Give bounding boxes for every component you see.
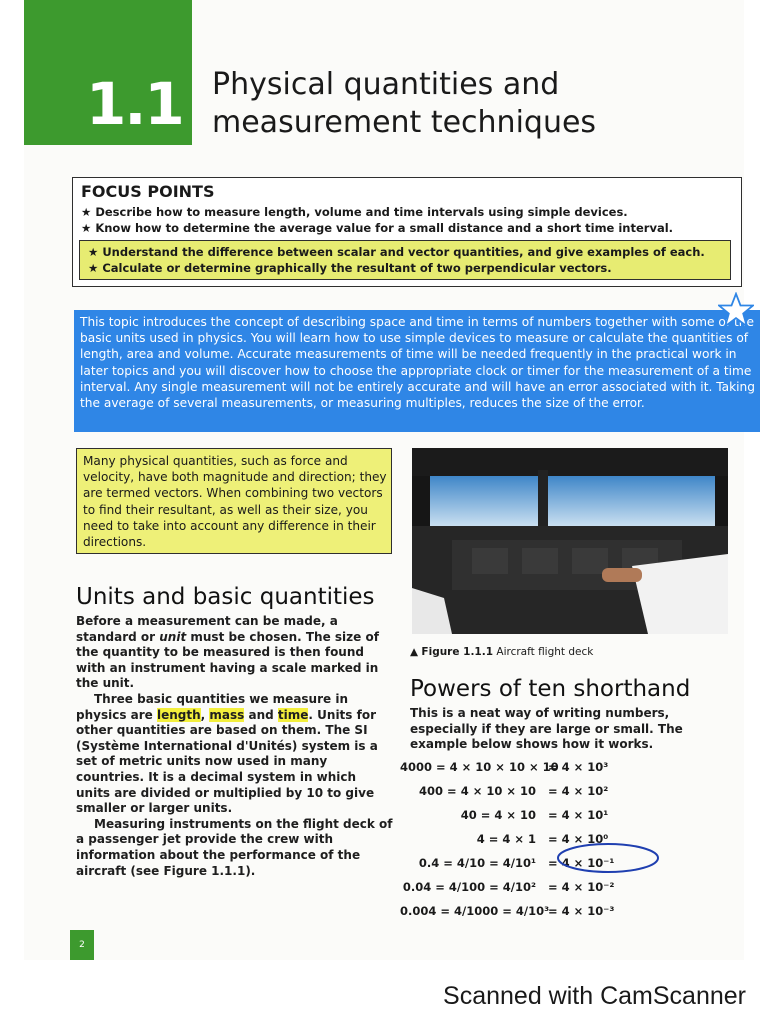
focus-point-item: ★ Calculate or determine graphically the resultant of two perpendicular vectors.	[88, 261, 612, 275]
units-paragraph-3: Measuring instruments on the flight deck of a passenger jet provide the crew with information about the performance of the aircraft (see Figure 1.1.1).	[76, 816, 393, 878]
star-icon	[718, 292, 754, 328]
section-number-box	[24, 0, 192, 145]
title-line-1: Physical quantities and	[212, 67, 560, 102]
focus-points-box	[72, 177, 742, 287]
page-number: 2	[70, 930, 94, 960]
intro-box	[74, 310, 760, 432]
intro-text: This topic introduces the concept of describing space and time in terms of numbers together with some of the basic units used in physics. You will learn how to use simple devices to measure or calculate the quantities of length, area and volume. Accurate measurements of time will be needed frequently in the practical work in later topics and you will discover how to choose the appropriate clock or timer for the measurement of a time interval. Any single measurement will not be entirely accurate and will have an error associated with it. Taking the average of several measurements, or measuring multiples, reduces the size of the error.	[80, 315, 756, 411]
textbook-page: 1.1 Physical quantities and measurement techniques FOCUS POINTS ★ Describe how to measure length, volume and time intervals using simple devices. ★ Know how to determine the average value for a small distance and a short time interval. ★ Understand the difference between scalar and vector quantities, and give examples of each. ★ Calculate or determine graphically the resultant of two perpendicular vectors. This topic introduces the concept of describing space and time in terms of numbers together with some of the basic units used in physics. You will learn how to use simple devices to measure or calculate the quantities of length, area and volume. Accurate measurements of time will be needed frequently in the practical work in later topics and you will discover how to choose the appropriate clock or timer for the measurement of a time interval. Any single measurement will not be entirely accurate and will have an error associated with it. Taking the average of several measurements, or measuring multiples, reduces the size of the error. Many physical quantities, such as force and velocity, have both magnitude and direction; they are termed vectors. When combining two vectors to find their resultant, as well as their size, you need to take into account any difference in their directions. ▲ Figure 1.1.1 Aircraft flight deck Units and basic quantities Before a measurement can be made, a standard or unit must be chosen. The size of the quantity to be measured is then found with an instrument having a scale marked in the unit. Three basic quantities we measure in physics are length, mass and time. Units for other quantities are based on them. The SI (Système International d'Unités) system is a set of metric units now used in many countries. It is a decimal system in which units are divided or multiplied by 10 to give smaller or larger units. Measuring instruments on the flight deck of a passenger jet provide the crew with information about the performance of the aircraft (see Figure 1.1.1). Powers of ten shorthand This is a neat way of writing numbers, especially if they are large or small. The example below shows how it works. 4000 = 4 × 10 × 10 × 10 = 4 × 10³ 400 = 4 × 10 × 10 = 4 × 10² 40 = 4 × 10 = 4 × 10¹ 4 = 4 × 1 = 4 × 10⁰ 0.4 = 4/10 = 4/10¹ = 4 × 10⁻¹ 0.04 = 4/100 = 4/10² = 4 × 10⁻² 0.004 = 4/1000 = 4/10³ = 4 × 10⁻³ 2	[24, 0, 744, 960]
figure-caption: ▲ Figure 1.1.1 Aircraft flight deck	[410, 646, 594, 658]
focus-points-heading: FOCUS POINTS	[81, 182, 215, 201]
flight-deck-photo	[412, 448, 728, 634]
section-number: 1.1	[86, 70, 183, 138]
units-paragraph-1: Before a measurement can be made, a standard or unit must be chosen. The size of the quantity to be measured is then found with an instrument having a scale marked in the unit.	[76, 614, 379, 691]
highlight-mass: mass	[209, 707, 245, 722]
units-body	[76, 614, 394, 879]
units-heading: Units and basic quantities	[76, 584, 375, 610]
focus-point-item: ★ Know how to determine the average value for a small distance and a short time interval.	[81, 221, 674, 235]
focus-point-item: ★ Understand the difference between scalar and vector quantities, and give examples of each.	[88, 245, 705, 259]
pen-circle-annotation	[554, 841, 662, 875]
focus-points-highlight	[79, 240, 731, 280]
units-paragraph-2: Three basic quantities we measure in physics are length, mass and time. Units for other quantities are based on them. The SI (Système International d'Unités) system is a set of metric units now used in many countries. It is a decimal system in which units are divided or multiplied by 10 to give smaller or larger units.	[76, 691, 378, 816]
vector-note-text: Many physical quantities, such as force and velocity, have both magnitude and direction; they are termed vectors. When combining two vectors to find their resultant, as well as their size, you need to take into account any difference in their directions.	[83, 454, 387, 550]
focus-point-item: ★ Describe how to measure length, volume and time intervals using simple devices.	[81, 205, 628, 219]
highlight-length: length	[157, 707, 201, 722]
highlight-time: time	[277, 707, 309, 722]
powers-intro: This is a neat way of writing numbers, especially if they are large or small. The example below shows how it works.	[410, 706, 683, 752]
page-title	[212, 66, 596, 142]
vector-note-box	[76, 448, 392, 554]
title-line-2: measurement techniques	[212, 105, 597, 140]
powers-heading: Powers of ten shorthand	[410, 676, 691, 702]
scanner-watermark: Scanned with CamScanner	[443, 982, 746, 1010]
